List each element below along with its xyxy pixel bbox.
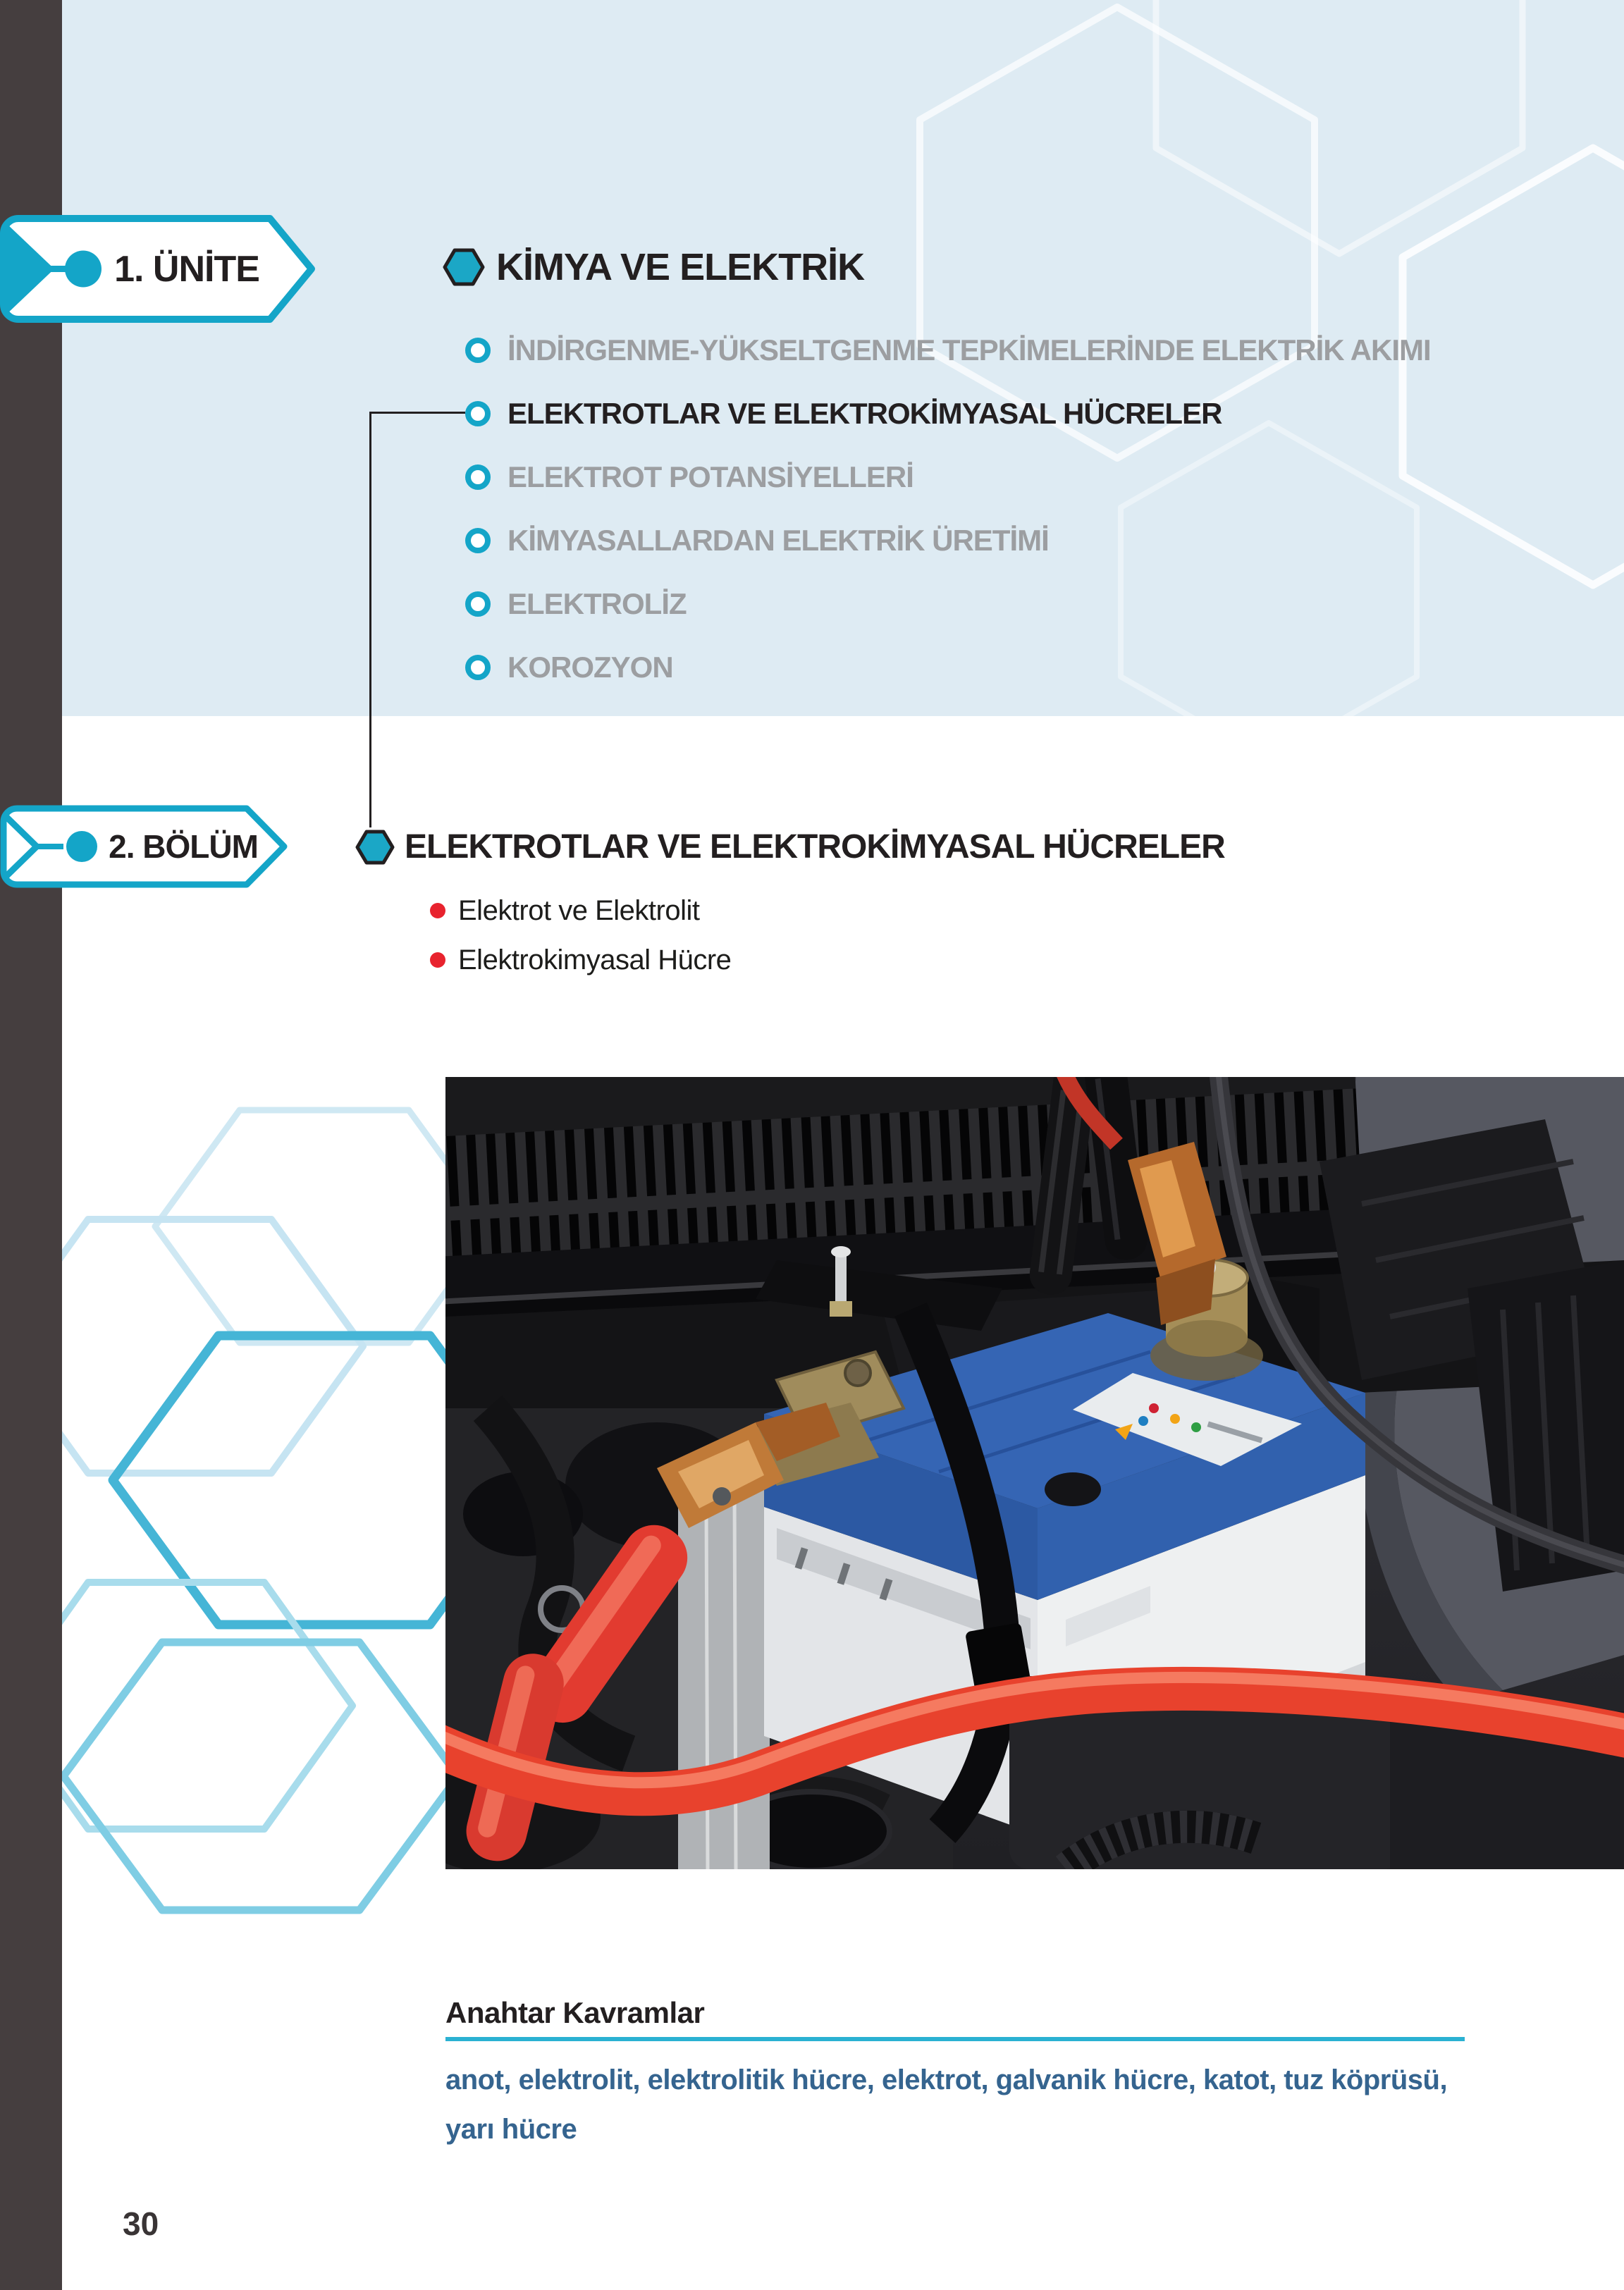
key-concepts-underline	[445, 2037, 1465, 2041]
red-dot-icon	[430, 903, 445, 918]
unit-badge-label: 1. ÜNİTE	[114, 248, 259, 290]
unit-badge	[0, 215, 315, 323]
section-badge-label: 2. BÖLÜM	[109, 828, 258, 865]
topic-bullet-icon	[465, 464, 491, 490]
hexagon-icon	[443, 247, 485, 288]
section-title-row	[355, 827, 1225, 866]
unit-topic-item[interactable]	[465, 572, 1431, 636]
topic-label: ELEKTROLİZ	[508, 587, 687, 620]
subtopic-label: Elektrokimyasal Hücre	[458, 944, 732, 975]
engine-bay-battery-illustration	[445, 1077, 1624, 1869]
unit-topic-list	[465, 319, 1431, 699]
topic-bullet-icon	[465, 591, 491, 617]
unit-topic-item[interactable]	[465, 509, 1431, 572]
section-badge	[0, 805, 289, 888]
key-concepts-heading: Anahtar Kavramlar	[445, 1996, 705, 2029]
section-subtopic-list	[430, 886, 731, 985]
topic-connector-line	[369, 412, 371, 827]
page-number: 30	[123, 2205, 159, 2242]
topic-label: KOROZYON	[508, 651, 673, 684]
topic-bullet-icon	[465, 338, 491, 363]
topic-label: ELEKTROTLAR VE ELEKTROKİMYASAL HÜCRELER	[508, 397, 1222, 430]
unit-topic-item[interactable]	[465, 636, 1431, 699]
topic-label: KİMYASALLARDAN ELEKTRİK ÜRETİMİ	[508, 524, 1049, 557]
unit-title: KİMYA VE ELEKTRİK	[496, 246, 865, 288]
red-dot-icon	[430, 952, 445, 968]
unit-topic-item[interactable]	[465, 382, 1431, 445]
left-hexagon-decoration-icon	[28, 1085, 445, 1931]
section-title: ELEKTROTLAR VE ELEKTROKİMYASAL HÜCRELER	[405, 828, 1225, 866]
battery-jumper-cable-photo	[445, 1077, 1624, 1869]
topic-label: ELEKTROT POTANSİYELLERİ	[508, 460, 914, 493]
section-subtopic-item[interactable]	[430, 886, 731, 935]
key-concepts-terms: anot, elektrolit, elektrolitik hücre, elektrot, galvanik hücre, katot, tuz köprüsü, yarı hücre	[445, 2064, 1448, 2145]
hexagon-icon	[355, 828, 395, 866]
topic-connector-line	[369, 412, 465, 414]
left-edge-bar	[0, 0, 62, 2290]
unit-topic-item[interactable]	[465, 319, 1431, 382]
unit-topic-item[interactable]	[465, 445, 1431, 509]
unit-title-row	[443, 245, 864, 289]
topic-label: İNDİRGENME-YÜKSELTGENME TEPKİMELERİNDE ELEKTRİK AKIMI	[508, 333, 1431, 367]
topic-bullet-icon	[465, 528, 491, 553]
subtopic-label: Elektrot ve Elektrolit	[458, 894, 700, 926]
topic-bullet-icon	[465, 655, 491, 680]
topic-bullet-icon	[465, 401, 491, 426]
section-subtopic-item[interactable]	[430, 935, 731, 985]
